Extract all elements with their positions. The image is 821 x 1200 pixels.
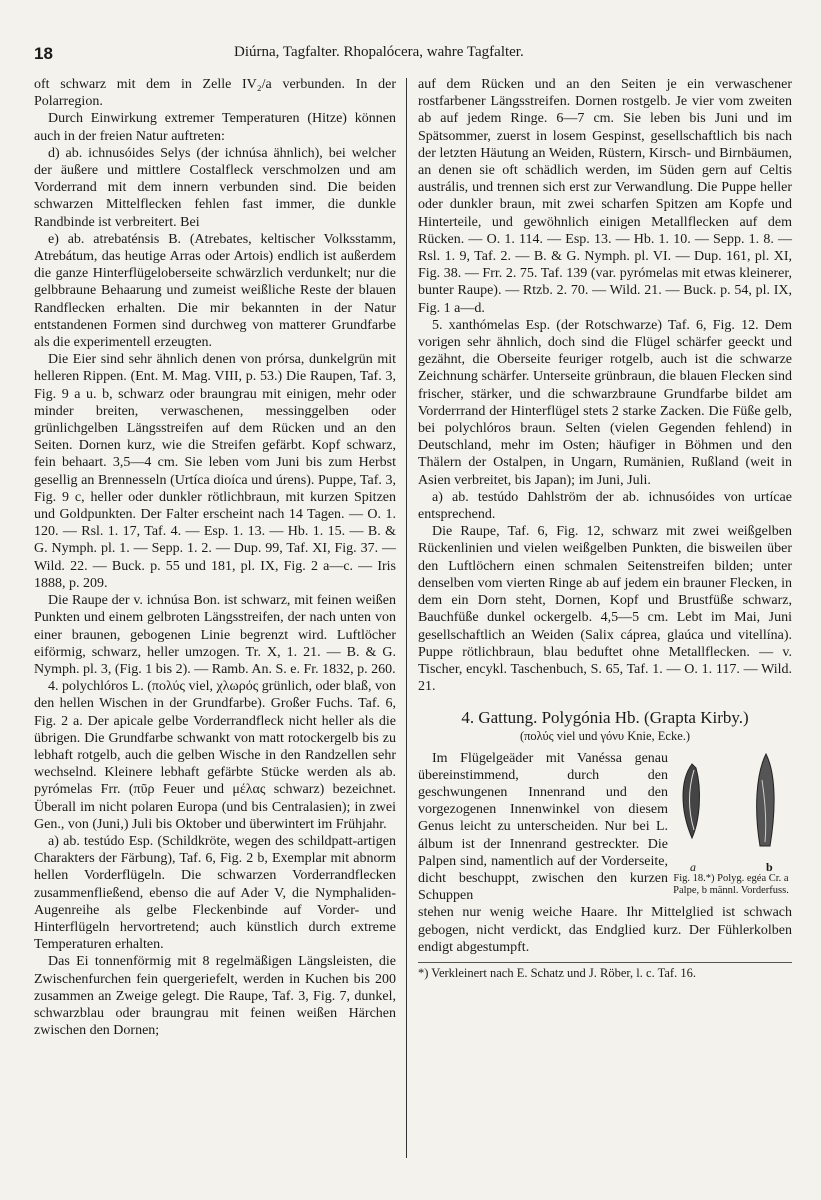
running-title: Diúrna, Tagfalter. Rhopalócera, wahre Tagfalter.: [234, 44, 524, 60]
figure-18: [670, 750, 792, 900]
paragraph: auf dem Rücken und an den Seiten je ein verwaschener rostfarbener Längsstreifen. Dornen rostgelb. Je vier vom zweiten ab auf jedem Ringe. 6—7 cm. Sie leben bis Juni und im Spätsommer, zuerst in losem Gespinst, gesellschaftlich bis nach der letzten Häutung an Weiden, Rüstern, Kirsch- und Birnbäumen, an denen sie oft schädlich werden, im Süden gern auf Celtis austrális, und trennen sich erst zur Verwandlung. Die Puppe heller oder dunkler braun, mit zwei scharfen Spitzen am Kopfe und Hinterteile, und gewöhnlich einigen Metallflecken auf dem Rücken. — O. 1. 114. — Esp. 13. — Hb. 1. 10. — Sepp. 1. 8. — Rsl. 1. 9, Taf. 2. — B. & G. Nymph. pl. VI. — Dup. 161, pl. XI, Fig. 38. — Frr. 2. 75. Taf. 139 (var. pyrómelas mit etwas kleinerer, bunter Raupe). — Rtzb. 2. 70. — Wild. 21. — Buck. p. 54, pl. IX, Fig. 1 a—d.: [418, 77, 792, 316]
figure-label-b: b: [766, 859, 773, 874]
paragraph: Das Ei tonnenförmig mit 8 regelmäßigen Längsleisten, die Zwischenfurchen fein quergeriefelt, werden in Kuchen bis 200 zusammen an Zweige gelegt. Die Raupe, Taf. 3, Fig. 7, dunkel, schwarzblau oder braungrau mit feinen weißen Härchen zwischen den Dornen;: [34, 954, 396, 1039]
species-entry-xanthomelas: 5. xanthómelas Esp. (der Rotschwarze) Taf. 6, Fig. 12. Dem vorigen sehr ähnlich, doch sind die Flügel schärfer geeckt und gezähnt, die Oberseite feuriger rotgelb, auch ist die schwarze Zeichnung schärfer. Unterseite grünbraun, die blauen Flecken sind frischer, stärker, und die schwarzbraune Grundfarbe bildet am Vorderrrand der Hinterflügel stets 2 starke Zacken. Die Füße gelb, bei polychlóros braun. Selten (vielen Gegenden fehlend) in Deutschland, mehr im Osten; häufiger in Böhmen und den Thälern der Ostalpen, in Ungarn, Rumänien, Rußland (weit in Asien verbreitet, bis Japan); im Juni, Juli.: [418, 317, 792, 488]
footnote: *) Verkleinert nach E. Schatz und J. Röber, l. c. Taf. 16.: [418, 962, 792, 981]
paragraph: stehen nur wenig weiche Haare. Ihr Mittelglied ist schwach gebogen, nicht verdickt, das Endglied kurz. Der Fühlerkolben endigt abgestumpft.: [418, 905, 792, 955]
genus-heading: 4. Gattung. Polygónia Hb. (Grapta Kirby.): [461, 708, 749, 728]
page-header: [34, 40, 794, 66]
figure-block: [418, 750, 792, 905]
paragraph: Die Eier sind sehr ähnlich denen von prórsa, dunkelgrün mit helleren Rippen. (Ent. M. Mag. VIII, p. 53.) Die Raupen, Taf. 3, Fig. 9 a u. b, schwarz oder braungrau mit einigen, mehr oder minder breiten, verwaschenen, messinggelben oder grünlichgelben Längsstreifen auf dem Rücken und an den Seiten. Dornen kurz, wie die Streifen gefärbt. Kopf schwarz, fein behaart. 3,5—4 cm. Sie leben vom Juni bis zum Herbst gesellig an Brennesseln (Urtíca dioíca und úrens). Puppe, Taf. 3, Fig. 9 c, heller oder dunkler rötlichbraun, mit kurzen Spitzen und Goldpunkten. Der Falter erscheint nach 14 Tagen. — O. 1. 120. — Rsl. 1. 17, Taf. 4. — Esp. 1. 13. — Hb. 1. 15. — B. & G. Nymph. pl. 1. — Sepp. 1. 2. — Dup. 99, Taf. XI, Fig. 37. — Wild. 22. — Buck. p. 55 und 181, pl. IX, Fig. 2 a—c. — Iris 1888, p. 209.: [34, 352, 396, 591]
left-column: [34, 76, 396, 1039]
paragraph: e) ab. atrebaténsis B. (Atrebates, keltischer Volksstamm, Atrebátum, das heutige Arras oder Artois) endlich ist außerdem die ganze Hinterflügeloberseite schwärzlich verdunkelt; nur die gelbbraune Behaarung und zumeist weißliche Reste der blauen Randflecken erhalten. Die mir bekannten in der Natur entstandenen Formen sind durchweg von matterer Grundfarbe als die experimentell erzeugten.: [34, 231, 396, 351]
genus-etymology: (πολύς viel und γόνυ Knie, Ecke.): [519, 729, 691, 744]
column-divider: [406, 78, 407, 1158]
paragraph: a) ab. testúdo Dahlström der ab. ichnusóides von urtícae entsprechend.: [418, 489, 792, 523]
paragraph: Durch Einwirkung extremer Temperaturen (Hitze) können auch in der freien Natur auftreten:: [34, 111, 396, 144]
palp-leg-illustration: [670, 750, 792, 854]
species-entry-polychloros: 4. polychlóros L. (πολύς viel, χλωρός grünlich, oder blaß, von den hellen Wischen in der Grundfarbe). Großer Fuchs. Taf. 6, Fig. 2 a. Der apicale gelbe Vorderrandfleck nicht heller als die übrigen. Die Grundfarbe schwankt von matt rotockergelb bis zu lebhaft rotgelb, auch die gelben Wische in den Randzellen sehr wechselnd. Kleinere lebhaft gefärbte Stücke werden als ab. pyrómelas Frr. (πῦρ Feuer und μέλας schwarz) bezeichnet. Überall im nicht polaren Europa (und bis Centralasien); in zwei Gen., von (Juni,) Juli bis Oktober und überwintert im Frühjahr.: [34, 679, 396, 832]
paragraph: oft schwarz mit dem in Zelle IV₂/a verbunden. In der Polarregion.: [34, 77, 396, 110]
figure-label-a: a: [690, 859, 696, 874]
paragraph: Die Raupe, Taf. 6, Fig. 12, schwarz mit zwei weißgelben Rückenlinien und vielen weißgelben Punkten, die bisweilen über den Luftlöchern einen schmalen Seitenstreifen bilden; unter denselben vom vierten Ringe ab auf jedem ein brauner Flecken, in dem ein Dorn steht, Dornen, Kopf und Brustfüße schwarz, Bauchfüße dunkel ockergelb. 4,5—5 cm. Lebt im Mai, Juni gesellschaftlich an Weiden (Salix cáprea, glaúca und vitellína). Puppe rötlichbraun, blau beduftet ohne Metallflecken. — v. Tischer, encykl. Taschenbuch, S. 65, Taf. 1. — O. 1. 117. — Wild. 21.: [418, 524, 792, 695]
figure-caption: Fig. 18.*) Polyg. egéa Cr. a Palpe, b männl. Vorderfuss.: [673, 872, 789, 896]
right-column: [418, 76, 792, 981]
paragraph: Die Raupe der v. ichnúsa Bon. ist schwarz, mit feinen weißen Punkten und einem gelbroten Längsstreifen, der nach unten von einer braunen, gebogenen Linie begrenzt wird. Luftlöcher eiförmig, schwarz, heller umzogen. Tr. X, 1. 21. — B. & G. Nymph. pl. 3, (Fig. 1 bis 2). — Ramb. An. S. e. Fr. 1832, p. 260.: [34, 593, 396, 677]
page-number: 18: [34, 44, 53, 63]
paragraph: d) ab. ichnusóides Selys (der ichnúsa ähnlich), bei welcher der äußere und mittlere Costalfleck verschmolzen und am Vorderrand mit dem innern verbunden sind. Die beiden schwarzen Mittelflecken fehlen fast immer, die dunkle Randbinde ist verbreitert. Bei: [34, 145, 396, 230]
paragraph: a) ab. testúdo Esp. (Schildkröte, wegen des schildpatt-artigen Charakters der Färbung), Taf. 6, Fig. 2 b, Exemplar mit abnorm hellen Vorderflügeln. Die schwarzen Vorderrandflecken zusammenfließend, ebenso die auf Ader V, die Nymphaliden-Augenreihe als gelbe Fleckenbinde auf Vorder- und Hinterflügeln hervortretend; auch künstlich durch extreme Temperaturen erhalten.: [34, 833, 396, 953]
paragraph: Im Flügelgeäder mit Vanéssa genau übereinstimmend, durch den geschwungenen Innenrand und den vorgezogenen Innenwinkel von diesem Genus leicht zu unterscheiden. Nur bei L. álbum ist der Innenrand gestreckter. Die Palpen sind, namentlich auf der Vorderseite, dicht beschuppt, zwischen den kurzen Schuppen: [418, 750, 668, 904]
